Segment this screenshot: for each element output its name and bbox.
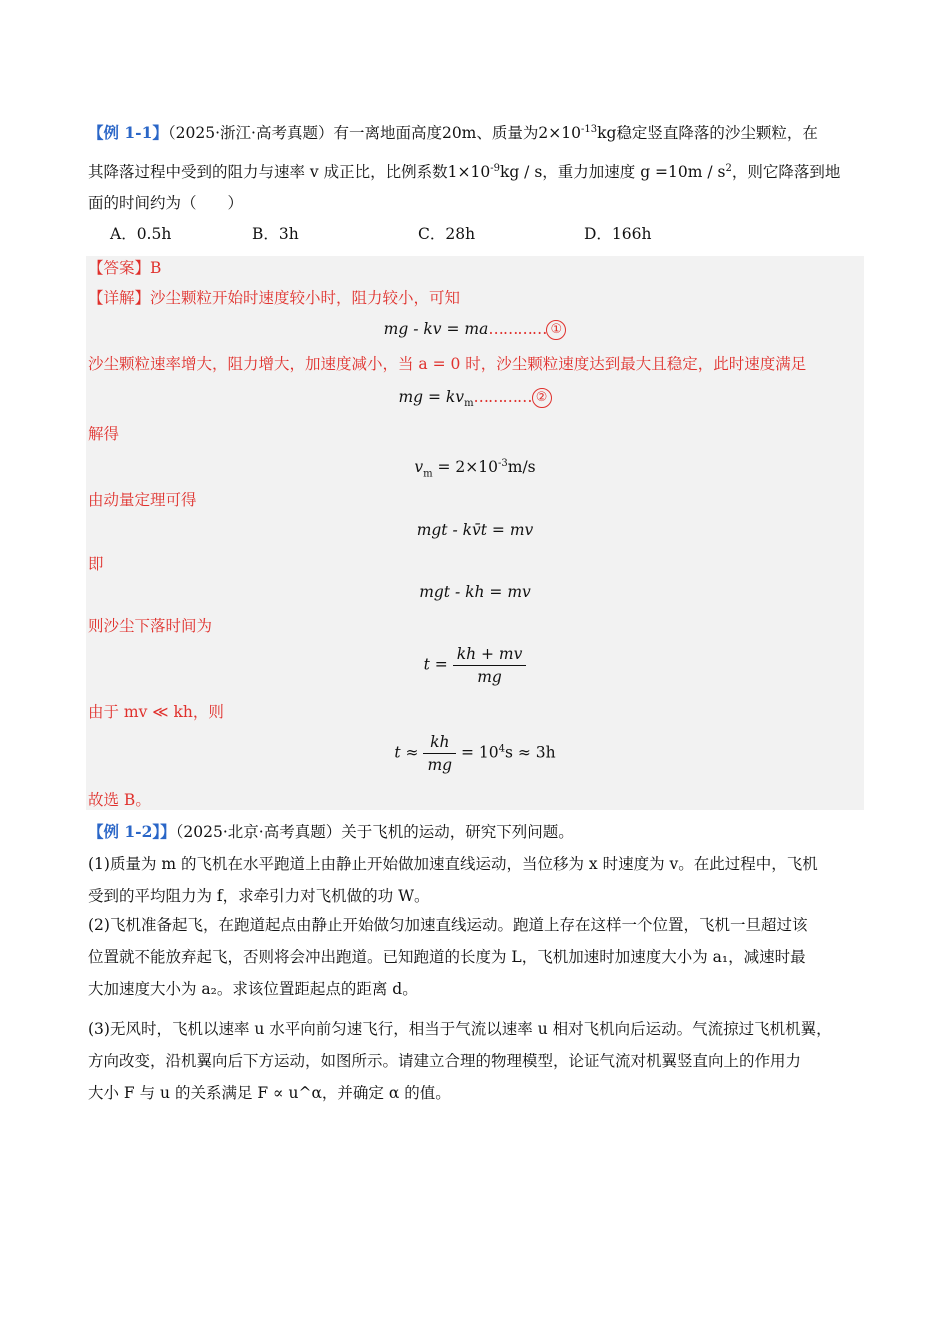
- marker-1: ①: [546, 320, 566, 340]
- detail-intro: 【详解】沙尘颗粒开始时速度较小时，阻力较小，可知: [88, 289, 461, 307]
- ie-label: 即: [88, 555, 104, 573]
- equation-5: mgt - kh = mv: [419, 583, 531, 601]
- q2-part-1: (1)质量为 m 的飞机在水平跑道上由静止开始做加速直线运动，当位移为 x 时速度为 v。在此过程中，飞机 受到的平均阻力为 f，求牵引力对飞机做的功 W。: [88, 855, 818, 905]
- option-a[interactable]: A．0.5h: [110, 225, 172, 243]
- solve-label: 解得: [88, 425, 120, 443]
- marker-2: ②: [532, 388, 552, 408]
- q2-tag: 【例 1-2】】: [88, 822, 176, 841]
- q1-line-3: 面的时间约为（ ）: [88, 194, 244, 212]
- q2-part-3: (3)无风时，飞机以速率 u 水平向前匀速飞行，相当于气流以速率 u 相对飞机向后运动。气流掠过飞机机翼， 方向改变，沿机翼向后下方运动，如图所示。请建立合理的物理模型，论证气流对机翼竖直向上的作用力 大小 F 与 u 的关系满足 F ∝ u^α，并确定 α 的值。: [88, 1020, 832, 1102]
- option-b[interactable]: B．3h: [252, 225, 299, 243]
- time-intro: 则沙尘下落时间为: [88, 617, 213, 635]
- option-c[interactable]: C．28h: [418, 225, 476, 243]
- q2-part-2: (2)飞机准备起飞，在跑道起点由静止开始做匀加速直线运动。跑道上存在这样一个位置，飞机一旦超过该 位置就不能放弃起飞，否则将会冲出跑道。已知跑道的长度为 L，飞机加速时加速度大小为 a₁，减速时最 大加速度大小为 a₂。求该位置距起点的距离 d。: [88, 916, 808, 998]
- q2-intro: 【例 1-2】】（2025·北京·高考真题）关于飞机的运动，研究下列问题。: [88, 822, 574, 841]
- q1-options: [0, 222, 950, 244]
- q1-line-2: 其降落过程中受到的阻力与速率 v 成正比，比例系数$1\times 10^{-9}kg / s$，重力加速度 $g =10m / s^2$，则它降落到地: [88, 163, 841, 182]
- answer-label: 【答案】B: [88, 259, 162, 277]
- equation-4: mgt - kv̄t = mv: [416, 521, 534, 539]
- equation-6: t = $\frac{kh + mv}{mg}$: [86, 643, 864, 688]
- option-d[interactable]: D．166h: [584, 225, 652, 243]
- equation-7: t ≈ $\frac{kh}{mg}$ = $10^4s \approx 3h$: [394, 733, 556, 774]
- q1-line-1: 【例 1-1】（2025·浙江·高考真题）有一离地面高度20m、质量为$2\times 10^{-13}kg$稳定竖直降落的沙尘颗粒，在: [88, 123, 818, 143]
- equation-1: mg - kv = ma………… ①: [86, 318, 864, 340]
- equation-2: mg = $kv_m\dots\dots\dots\dots$ ②: [86, 386, 864, 415]
- detail-mid: 沙尘颗粒速率增大，阻力增大，加速度减小，当 a = 0 时，沙尘颗粒速度达到最大且稳定，此时速度满足: [88, 355, 807, 373]
- since-label: 由于 mv ≪ kh，则: [88, 703, 224, 721]
- equation-3: $v_m = 2\times 10^{-3}m/s$: [414, 458, 536, 480]
- final-answer: 故选 B。: [88, 791, 151, 809]
- momentum-label: 由动量定理可得: [88, 491, 197, 509]
- q1-tag: 【例 1-1】: [88, 123, 168, 143]
